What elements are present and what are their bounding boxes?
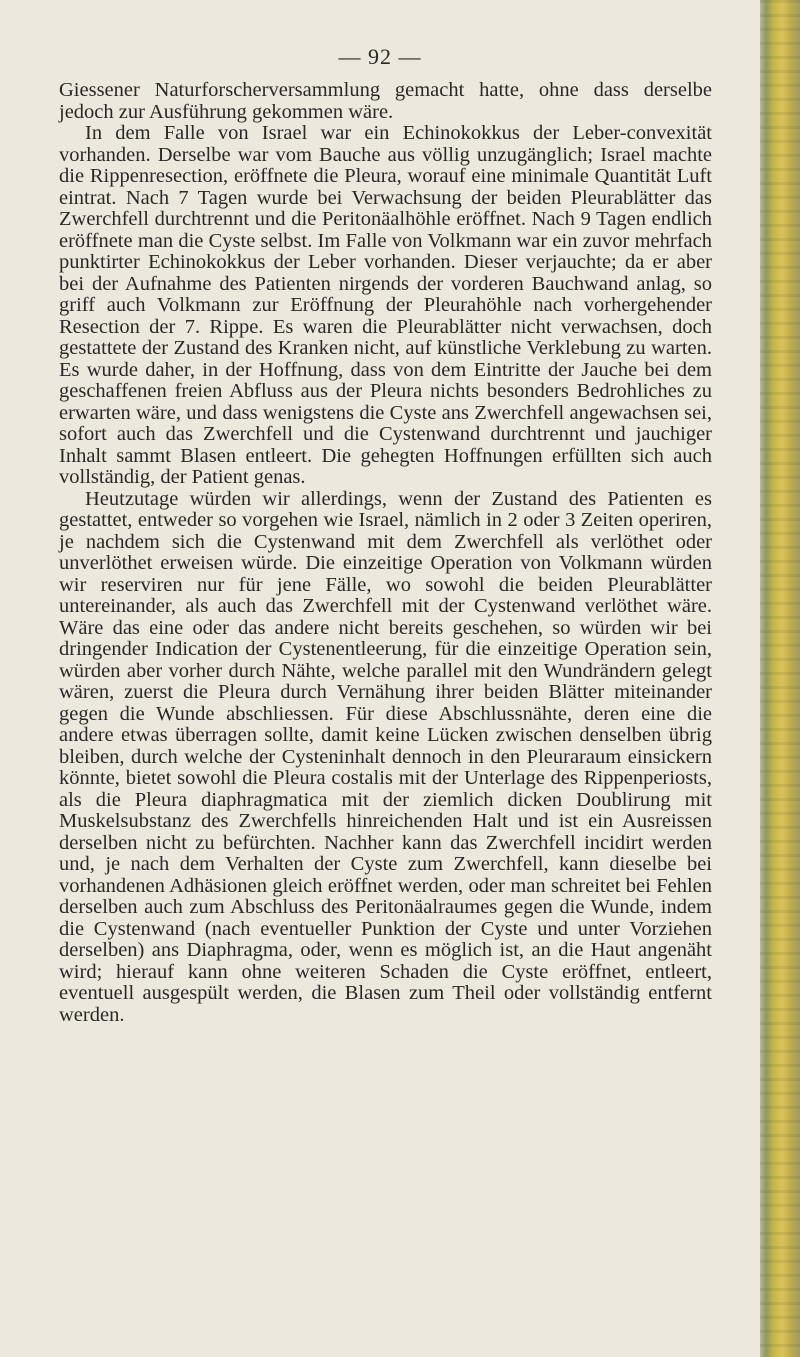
paragraph-3: Heutzutage würden wir allerdings, wenn der Zustand des Patienten es gestattet, entweder so vorgehen wie Israel, nämlich in 2 oder 3 Zeiten operiren, je nachdem sich die Cystenwand mit dem Zwerchfell als verlöthet oder unverlöthet erweisen würde. Die einzeitige Operation von Volkmann würden wir reserviren nur für jene Fälle, wo sowohl die beiden Pleurablätter untereinander, als auch das Zwerchfell mit der Cystenwand verlöthet wäre. Wäre das eine oder das andere nicht bereits geschehen, so würden wir bei dringender Indication der Cystenentleerung, für die einzeitige Operation sein, würden aber vorher durch Nähte, welche parallel mit den Wundrändern gelegt wären, zuerst die Pleura durch Vernähung ihrer beiden Blätter miteinander gegen die Wunde abschliessen. Für diese Abschlussnähte, deren eine die andere etwas überragen sollte, damit keine Lücken zwischen denselben übrig bleiben, durch welche der Cysteninhalt dennoch in den Pleuraraum einsickern könnte, bietet sowohl die Pleura costalis mit der Unterlage des Rippenperiosts, als die Pleura diaphragmatica mit der ziemlich dicken Doublirung mit Muskelsubstanz des Zwerchfells hinreichenden Halt und ist ein Ausreissen derselben nicht zu befürchten. Nachher kann das Zwerchfell incidirt werden und, je nach dem Verhalten der Cyste zum Zwerchfell, kann dieselbe bei vorhandenen Adhäsionen gleich eröffnet werden, oder man schreitet bei Fehlen derselben auch zum Abschluss des Peritonäalraumes gegen die Wunde, indem die Cystenwand (nach eventueller Punktion der Cyste und unter Vorziehen derselben) ans Diaphragma, oder, wenn es möglich ist, an die Haut angenäht wird; hierauf kann ohne weiteren Schaden die Cyste eröffnet, entleert, eventuell ausgespült werden, die Blasen zum Theil oder vollständig entfernt werden. [59, 487, 712, 1026]
paragraph-2: In dem Falle von Israel war ein Echinokokkus der Leber-convexität vorhanden. Derselbe war vom Bauche aus völlig unzugänglich; Israel machte die Rippenresection, eröffnete die Pleura, worauf eine minimale Quantität Luft eintrat. Nach 7 Tagen wurde bei Verwachsung der beiden Pleurablätter das Zwerchfell durchtrennt und die Peritonäalhöhle eröffnet. Nach 9 Tagen endlich eröffnete man die Cyste selbst. Im Falle von Volkmann war ein zuvor mehrfach punktirter Echinokokkus der Leber vorhanden. Dieser verjauchte; da er aber bei der Aufnahme des Patienten nirgends der vorderen Bauchwand anlag, so griff auch Volkmann zur Eröffnung der Pleurahöhle nach vorhergehender Resection der 7. Rippe. Es waren die Pleurablätter nicht verwachsen, doch gestattete der Zustand des Kranken nicht, auf künstliche Verklebung zu warten. Es wurde daher, in der Hoffnung, dass von dem Eintritte der Jauche bei dem geschaffenen freien Abfluss aus der Pleura nichts besonders Bedrohliches zu erwarten wäre, und dass wenigstens die Cyste ans Zwerchfell angewachsen sei, sofort auch das Zwerchfell und die Cystenwand durchtrennt und jauchiger Inhalt sammt Blasen entleert. Die gehegten Hoffnungen erfüllten sich auch vollständig, der Patient genas. [59, 122, 712, 488]
body-text [59, 80, 712, 1026]
page-edge-binding [760, 0, 800, 1357]
page-number: — 92 — [338, 44, 422, 69]
paragraph-1: Giessener Naturforscherversammlung gemacht hatte, ohne dass derselbe jedoch zur Ausführung gekommen wäre. [59, 79, 712, 123]
